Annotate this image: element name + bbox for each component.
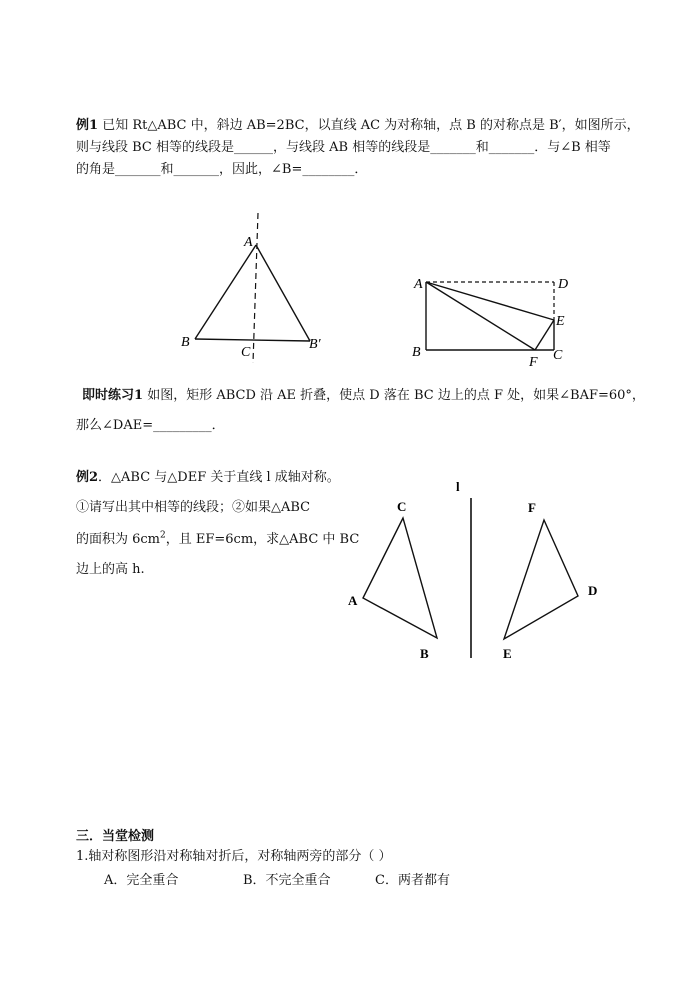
fig2-label-E: E bbox=[556, 314, 565, 329]
section3-option-a: A．完全重合 bbox=[104, 873, 179, 888]
example2-intro bbox=[76, 466, 340, 490]
fig2-label-F: F bbox=[529, 355, 538, 370]
example2-heading: 例2 bbox=[76, 470, 99, 485]
fig3-label-A: A bbox=[348, 593, 358, 608]
fig2-label-C: C bbox=[553, 348, 563, 363]
example2-line2-post: ，且 EF=6cm，求△ABC 中 BC bbox=[165, 532, 360, 547]
example1-line1 bbox=[76, 114, 640, 138]
example2-line1: ①请写出其中相等的线段；②如果△ABC bbox=[76, 500, 311, 515]
fig2-label-B: B bbox=[412, 345, 421, 360]
fig3-label-E: E bbox=[503, 646, 512, 661]
fig3-triangle-ABC bbox=[363, 518, 437, 638]
example2-line2-pre: 的面积为 6cm bbox=[76, 532, 161, 547]
practice-line2: 那么∠DAE=_________． bbox=[76, 418, 225, 433]
example2-line2 bbox=[76, 528, 359, 552]
fig2-segment-AF bbox=[426, 282, 535, 350]
figure2-rectangle bbox=[405, 270, 575, 370]
fig3-label-F: F bbox=[528, 500, 536, 515]
example1-text-1: 已知 Rt△ABC 中，斜边 AB=2BC，以直线 AC 为对称轴，点 B 的对称点是 B′，如图所示， bbox=[102, 118, 640, 133]
fig3-label-B: B bbox=[420, 646, 429, 661]
section3-question1: 1.轴对称图形沿对称轴对折后，对称轴两旁的部分（ ） bbox=[76, 849, 392, 864]
fig3-triangle-DEF bbox=[504, 520, 578, 639]
practice-line1 bbox=[82, 384, 645, 408]
fig2-label-D: D bbox=[558, 277, 569, 292]
practice-text-1: 如图，矩形 ABCD 沿 AE 折叠，使点 D 落在 BC 边上的点 F 处，如果∠BAF=60°， bbox=[147, 388, 645, 403]
section3-option-c: C．两者都有 bbox=[375, 873, 450, 888]
fig3-label-C: C bbox=[397, 499, 407, 514]
fig3-label-D: D bbox=[588, 583, 598, 598]
example2-line3: 边上的高 h. bbox=[76, 562, 145, 577]
section3-title: 三．当堂检测 bbox=[76, 829, 155, 844]
fig1-label-Bp: B′ bbox=[309, 337, 321, 352]
example1-heading: 例1 bbox=[76, 118, 99, 133]
fig1-base bbox=[195, 339, 310, 341]
fig1-side-AB bbox=[195, 245, 256, 339]
figure3-symmetry bbox=[340, 474, 610, 666]
fig3-label-l: l bbox=[456, 479, 460, 494]
fig1-label-C: C bbox=[241, 345, 251, 360]
section3-option-b: B．不完全重合 bbox=[243, 873, 331, 888]
example1-line3: 的角是_______和_______，因此，∠B=________． bbox=[76, 162, 368, 177]
fig1-label-B: B bbox=[181, 335, 190, 350]
practice-heading: 即时练习1 bbox=[82, 388, 144, 403]
fig1-label-A: A bbox=[244, 235, 253, 250]
fig1-side-ABp bbox=[256, 245, 310, 341]
figure1-triangle bbox=[170, 205, 340, 365]
fig2-fold-AE bbox=[426, 282, 554, 320]
fig2-segment-FE bbox=[535, 320, 554, 350]
fig2-label-A: A bbox=[414, 277, 423, 292]
example2-line2-sup: 2 bbox=[160, 530, 166, 541]
example2-intro-text: ．△ABC 与△DEF 关于直线 l 成轴对称。 bbox=[98, 470, 340, 485]
example1-line2: 则与线段 BC 相等的线段是______，与线段 AB 相等的线段是_______和_______．与∠B 相等 bbox=[76, 140, 611, 155]
